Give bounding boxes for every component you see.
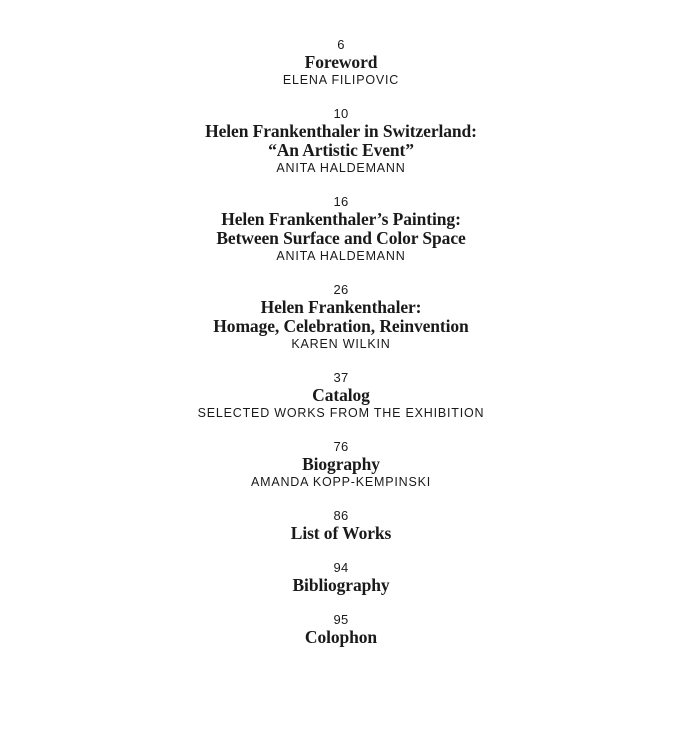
toc-title-line: Catalog <box>312 385 370 405</box>
toc-title-line: Helen Frankenthaler’s Painting: <box>221 209 461 229</box>
toc-title <box>0 524 682 543</box>
toc-author: KAREN WILKIN <box>291 337 391 351</box>
toc-title-line: Helen Frankenthaler in Switzerland: <box>205 121 477 141</box>
table-of-contents <box>0 36 682 663</box>
toc-page-number: 16 <box>333 194 349 209</box>
toc-title <box>0 576 682 595</box>
toc-title-line: Foreword <box>304 52 378 72</box>
toc-entry-painting <box>0 193 682 265</box>
toc-title <box>0 298 682 336</box>
toc-title-line: Biography <box>302 454 380 474</box>
toc-title <box>0 628 682 647</box>
toc-page-number: 6 <box>337 37 345 52</box>
toc-entry-list-of-works <box>0 507 682 543</box>
toc-entry-bibliography <box>0 559 682 595</box>
toc-author: SELECTED WORKS FROM THE EXHIBITION <box>197 406 485 420</box>
toc-title <box>0 386 682 405</box>
toc-author: ELENA FILIPOVIC <box>282 73 400 87</box>
toc-author: ANITA HALDEMANN <box>276 161 406 175</box>
toc-entry-homage <box>0 281 682 353</box>
toc-entry-biography <box>0 438 682 491</box>
toc-title-line: List of Works <box>290 523 392 543</box>
toc-page-number: 10 <box>333 106 349 121</box>
toc-title-line: Helen Frankenthaler: <box>260 297 422 317</box>
toc-title <box>0 455 682 474</box>
toc-title-line: Between Surface and Color Space <box>216 228 466 248</box>
toc-title <box>0 210 682 248</box>
toc-page-number: 26 <box>333 282 349 297</box>
toc-title-line: Colophon <box>304 627 378 647</box>
toc-title-line: Homage, Celebration, Reinvention <box>213 316 469 336</box>
toc-title-line: “An Artistic Event” <box>268 140 414 160</box>
toc-page-number: 76 <box>333 439 349 454</box>
toc-page-number: 95 <box>333 612 349 627</box>
toc-page-number: 94 <box>333 560 349 575</box>
toc-title <box>0 122 682 160</box>
toc-author: AMANDA KOPP-KEMPINSKI <box>250 475 432 489</box>
toc-page-number: 86 <box>333 508 349 523</box>
toc-entry-foreword <box>0 36 682 89</box>
toc-page-number: 37 <box>333 370 349 385</box>
toc-entry-colophon <box>0 611 682 647</box>
toc-entry-switzerland <box>0 105 682 177</box>
toc-title <box>0 53 682 72</box>
toc-author: ANITA HALDEMANN <box>276 249 406 263</box>
toc-title-line: Bibliography <box>292 575 390 595</box>
toc-entry-catalog <box>0 369 682 422</box>
